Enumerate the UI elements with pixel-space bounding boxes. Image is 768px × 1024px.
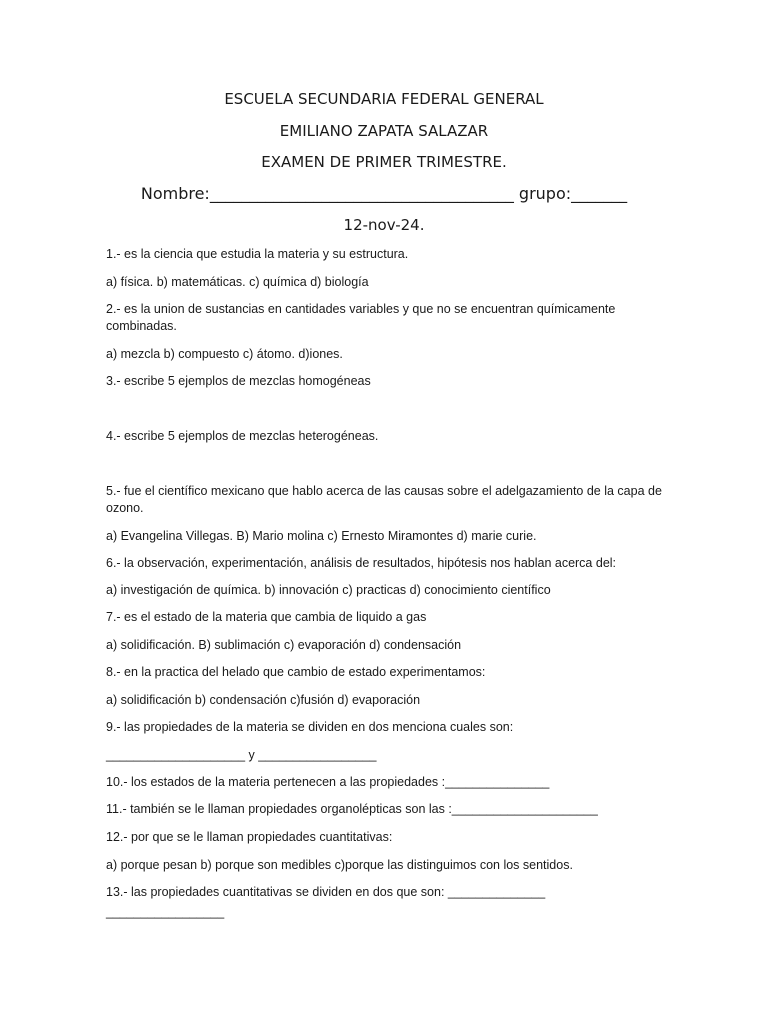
question-3: 3.- escribe 5 ejemplos de mezclas homogéneas [106,374,371,388]
answers-5: a) Evangelina Villegas. B) Mario molina c) Ernesto Miramontes d) marie curie. [106,529,537,543]
question-6: 6.- la observación, experimentación, análisis de resultados, hipótesis nos hablan acerca del: [106,556,617,570]
answers-12: a) porque pesan b) porque son medibles c)porque las distinguimos con los sentidos. [106,858,573,872]
answers-9: ____________________ y _________________ [106,748,377,762]
school-name: EMILIANO ZAPATA SALAZAR [279,122,489,140]
question-7: 7.- es el estado de la materia que cambia de liquido a gas [106,610,427,624]
question-13: 13.- las propiedades cuantitativas se dividen en dos que son: ______________ [106,885,546,899]
question-5: 5.- fue el científico mexicano que hablo acerca de las causas sobre el adelgazamiento de la capa de ozono. [106,484,662,515]
question-2: 2.- es la union de sustancias en cantidades variables y que no se encuentran químicamente combinadas. [106,302,616,333]
question-10: 10.- los estados de la materia pertenecen a las propiedades :_______________ [106,775,550,789]
name-group-line: Nombre:______________________________________ grupo:_______ [140,184,628,203]
question-11: 11.- también se le llaman propiedades organolépticas son las :_____________________ [106,802,598,816]
answers-7: a) solidificación. B) sublimación c) evaporación d) condensación [106,638,462,652]
question-9: 9.- las propiedades de la materia se dividen en dos menciona cuales son: [106,720,514,734]
answers-1: a) física. b) matemáticas. c) química d) biología [106,275,369,289]
answers-6: a) investigación de química. b) innovación c) practicas d) conocimiento científico [106,583,551,597]
answers-8: a) solidificación b) condensación c)fusión d) evaporación [106,693,421,707]
question-4: 4.- escribe 5 ejemplos de mezclas heterogéneas. [106,429,379,443]
exam-title: EXAMEN DE PRIMER TRIMESTRE. [261,153,507,171]
answers-2: a) mezcla b) compuesto c) átomo. d)iones. [106,347,343,361]
school-title: ESCUELA SECUNDARIA FEDERAL GENERAL [224,90,544,108]
answers-13: _________________ [106,905,225,919]
question-12: 12.- por que se le llaman propiedades cuantitativas: [106,830,393,844]
question-1: 1.- es la ciencia que estudia la materia y su estructura. [106,247,409,261]
question-8: 8.- en la practica del helado que cambio de estado experimentamos: [106,665,486,679]
exam-date: 12-nov-24. [343,216,425,234]
